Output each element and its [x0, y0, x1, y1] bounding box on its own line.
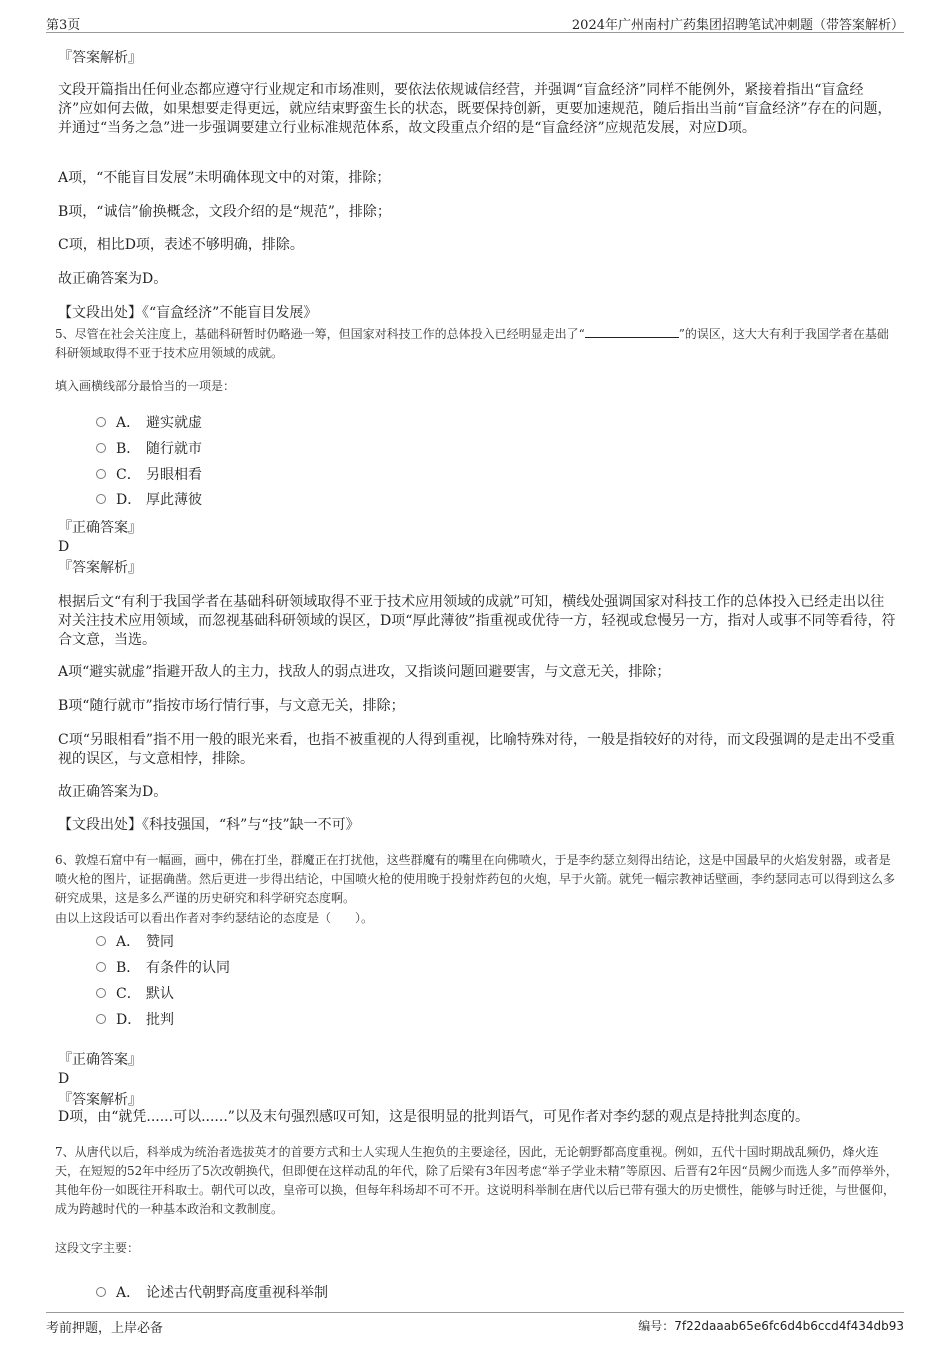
q6-analysis-label: 『答案解析』	[58, 1092, 142, 1108]
q5-prompt: 填入画横线部分最恰当的一项是：	[55, 379, 236, 393]
q7-prompt: 这段文字主要：	[55, 1241, 140, 1255]
q5-analysis-label: 『答案解析』	[58, 560, 142, 576]
q4-analysis: 文段开篇指出任何业态都应遵守行业规定和市场准则，要依法依规诚信经营，并强调“盲盒经济”同样不能例外，紧接着指出“盲盒经济”应如何去做，如果想要走得更远，就应结束野蛮生长的状态，既要保持创新，更要加速规范，随后指出当前“盲盒经济”存在的问题，并通过“当务之急”进一步强调要建立行业标准规范体系，故文段重点介绍的是“盲盒经济”应规范发展，对应D项。	[58, 82, 892, 136]
q4-conclusion: 故正确答案为D。	[58, 271, 168, 287]
q4-option-c-explanation: C项，相比D项，表述不够明确，排除。	[58, 237, 304, 253]
radio-icon[interactable]	[96, 962, 106, 972]
q6-prompt: 由以上这段话可以看出作者对李约瑟结论的态度是（ ）。	[55, 911, 374, 925]
radio-icon[interactable]	[96, 417, 106, 427]
q5-correct-answer: D	[58, 539, 70, 555]
radio-icon[interactable]	[96, 988, 106, 998]
q6-stem: 6、敦煌石窟中有一幅画，画中，佛在打坐，群魔正在打扰他，这些群魔有的嘴里在向佛喷火，于是李约瑟立刻得出结论，这是中国最早的火焰发射器，或者是喷火枪的图片，证据确凿。然后更进一步得出结论，中国喷火枪的使用晚于投射炸药包的火炮，早于火箭。就凭一幅宗教神话壁画，李约瑟同志可以得到这么多研究成果，这是多么严谨的历史研究和科学研究态度啊。	[55, 853, 896, 905]
q6-correct-answer: D	[58, 1071, 70, 1087]
radio-icon[interactable]	[96, 936, 106, 946]
footer-slogan: 考前押题，上岸必备	[46, 1321, 164, 1336]
q4-source: 【文段出处】《“盲盒经济”不能盲目发展》	[58, 305, 318, 321]
radio-icon[interactable]	[96, 1014, 106, 1024]
radio-icon[interactable]	[96, 494, 106, 504]
fill-blank	[585, 325, 679, 338]
page-header	[46, 12, 904, 33]
q5-source: 【文段出处】《科技强国，“科”与“技”缺一不可》	[58, 817, 360, 833]
q6-option-b[interactable]: B． 有条件的认同	[96, 959, 230, 977]
q5-option-a-explanation: A项“避实就虚”指避开敌人的主力，找敌人的弱点进攻，又指谈问题回避要害，与文意无关，排除；	[58, 664, 671, 680]
q5-option-c[interactable]: C． 另眼相看	[96, 466, 202, 484]
page-number: 第3页	[46, 18, 81, 33]
document-id: 编号：7f22daaab65e6fc6d4b6ccd4f434db93	[638, 1319, 904, 1333]
q4-option-a-explanation: A项，“不能盲目发展”未明确体现文中的对策，排除；	[58, 170, 391, 186]
q5-conclusion: 故正确答案为D。	[58, 784, 168, 800]
q5-option-a[interactable]: A． 避实就虚	[96, 414, 202, 432]
q4-analysis-label: 『答案解析』	[58, 50, 142, 66]
q5-option-b[interactable]: B． 随行就市	[96, 440, 202, 458]
q6-option-a[interactable]: A． 赞同	[96, 933, 174, 951]
q5-option-d[interactable]: D． 厚此薄彼	[96, 491, 202, 509]
q6-option-c[interactable]: C． 默认	[96, 985, 174, 1003]
q6-option-d[interactable]: D． 批判	[96, 1011, 174, 1029]
document-title: 2024年广州南村广药集团招聘笔试冲刺题（带答案解析）	[571, 18, 904, 33]
q5-analysis: 根据后文“有利于我国学者在基础科研领域取得不亚于技术应用领域的成就”可知，横线处强调国家对科技工作的总体投入已经走出以往对关注技术应用领域，而忽视基础科研领域的误区，D项“厚此薄彼”指重视或优待一方，轻视或怠慢另一方，指对人或事不同等看待，符合文意，当选。	[58, 594, 896, 648]
q7-option-a[interactable]: A． 论述古代朝野高度重视科举制	[96, 1284, 328, 1302]
q6-analysis: D项，由“就凭......可以......”以及末句强烈感叹可知，这是很明显的批判语气，可见作者对李约瑟的观点是持批判态度的。	[58, 1109, 809, 1125]
radio-icon[interactable]	[96, 443, 106, 453]
q5-option-c-explanation: C项“另眼相看”指不用一般的眼光来看，也指不被重视的人得到重视，比喻特殊对待，一般是指较好的对待，而文段强调的是走出不受重视的误区，与文意相悖，排除。	[58, 732, 896, 767]
q7-stem: 7、从唐代以后，科举成为统治者选拔英才的首要方式和士人实现人生抱负的主要途径，因此，无论朝野都高度重视。例如，五代十国时期战乱频仍，烽火连天，在短短的52年中经历了5次改朝换代，但即便在这样动乱的年代，除了后梁有3年因考虑“举子学业未精”等原因、后晋有2年因“员阙少而选人多”而停举外，其他年份一如既往开科取士。朝代可以改，皇帝可以换，但每年科场却不可不开。这说明科举制在唐代以后已带有强大的历史惯性，能够与时迁徙，与世偃仰，成为跨越时代的一种基本政治和文教制度。	[55, 1145, 898, 1216]
q4-option-b-explanation: B项，“诚信”偷换概念，文段介绍的是“规范”，排除；	[58, 204, 391, 220]
q5-option-b-explanation: B项“随行就市”指按市场行情行事，与文意无关，排除；	[58, 698, 405, 714]
radio-icon[interactable]	[96, 1287, 106, 1297]
q5-stem: 5、尽管在社会关注度上，基础科研暂时仍略逊一筹，但国家对科技工作的总体投入已经明显走出了“ ”的误区，这大大有利于我国学者在基础科研领域取得不亚于技术应用领域的成就。	[55, 327, 889, 360]
q6-correct-label: 『正确答案』	[58, 1052, 142, 1068]
page-footer	[46, 1312, 904, 1335]
radio-icon[interactable]	[96, 469, 106, 479]
q5-correct-label: 『正确答案』	[58, 520, 142, 536]
